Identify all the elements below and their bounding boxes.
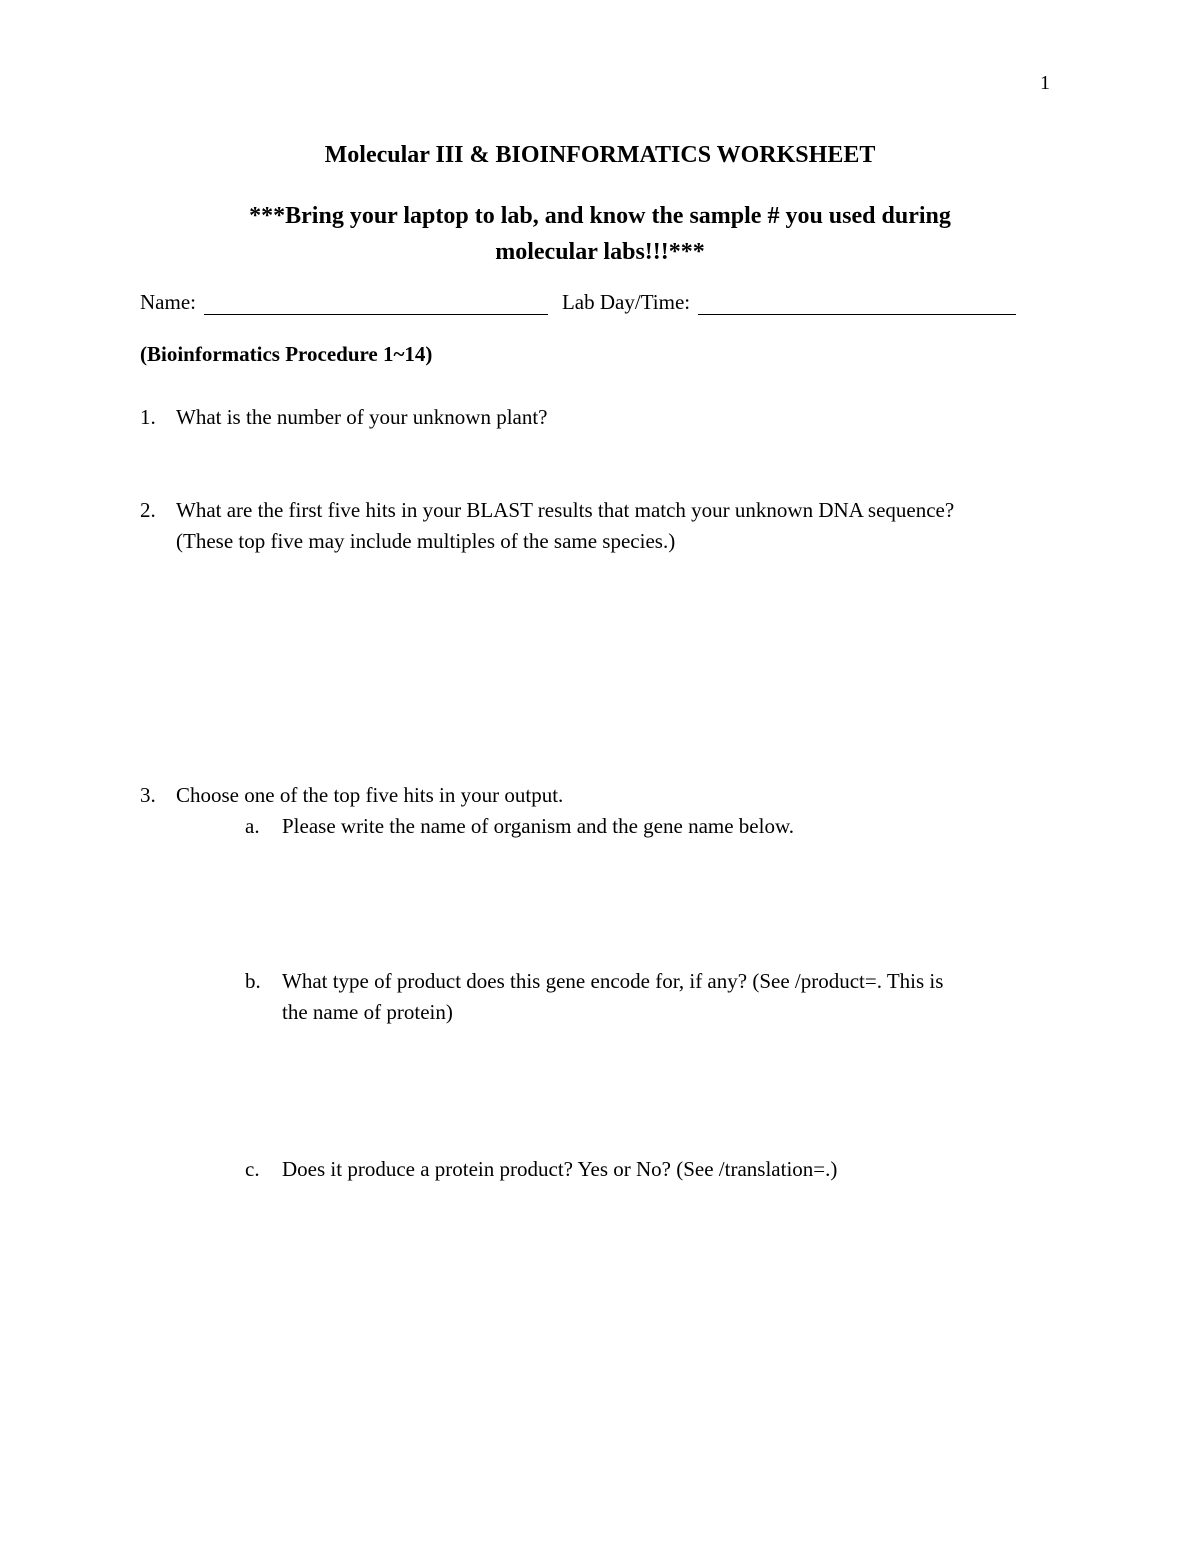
question-text-line-1: What are the first five hits in your BLAST results that match your unknown DNA sequence? [176,498,955,522]
sub-question-letter: b. [245,969,261,993]
question-text: What is the number of your unknown plant? [176,405,548,429]
question-number: 3. [140,783,156,807]
question-number: 1. [140,405,156,429]
student-info-fields [140,290,1016,315]
lab-day-time-label: Lab Day/Time: [561,290,691,314]
sub-question-text-line-2: the name of protein) [282,1000,453,1024]
sub-question-text: Please write the name of organism and the gene name below. [282,814,794,838]
sub-question-text: Does it produce a protein product? Yes or No? (See /translation=.) [282,1157,838,1181]
sub-question-text-line-1: What type of product does this gene encode for, if any? (See /product=. This is [282,969,944,993]
name-blank[interactable] [204,290,548,315]
question-text [176,495,954,557]
worksheet-title: Molecular III & BIOINFORMATICS WORKSHEET [324,142,876,168]
question-text: Choose one of the top five hits in your output. [176,783,564,807]
question-number: 2. [140,498,156,522]
page-number: 1 [1040,72,1050,94]
name-label: Name: [140,290,196,314]
lab-day-time-blank[interactable] [698,290,1016,315]
laptop-notice [0,198,1200,270]
notice-line-1: ***Bring your laptop to lab, and know the sample # you used during [249,203,951,229]
notice-line-2: molecular labs!!!*** [495,239,705,265]
question-text-line-2: (These top five may include multiples of the same species.) [176,529,676,553]
sub-question-text [282,966,943,1028]
sub-question-letter: c. [245,1157,260,1181]
sub-question-letter: a. [245,814,260,838]
section-heading: (Bioinformatics Procedure 1~14) [140,342,433,366]
